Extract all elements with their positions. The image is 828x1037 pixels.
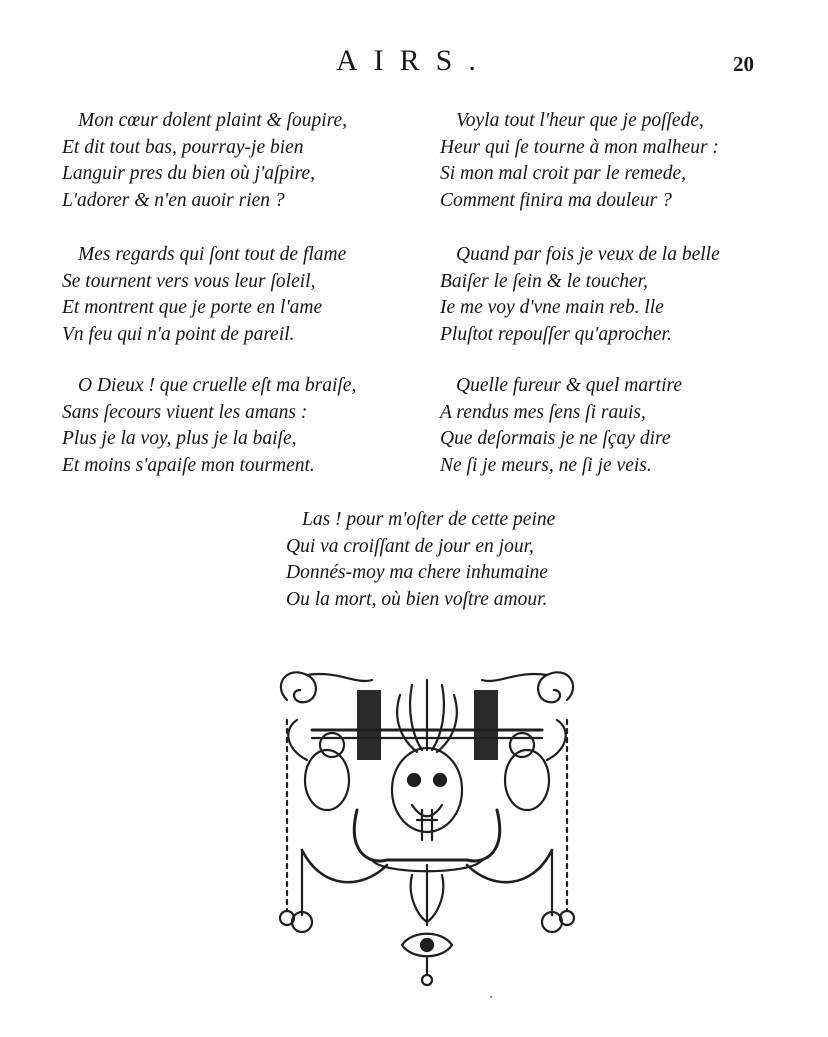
verse-line: L'adorer & n'en auoir rien ?	[62, 189, 285, 211]
verse-line: Qui va croiſſant de jour en jour,	[286, 535, 534, 557]
verse-line: O Dieux ! que cruelle eſt ma braiſe,	[78, 375, 357, 396]
page-number: 20	[733, 52, 754, 76]
page-mark	[490, 996, 492, 998]
grotesque-mask-ornament-icon	[262, 660, 592, 990]
stanza-6	[440, 373, 682, 479]
verse-line: Pluſtot repouſſer qu'aprocher.	[440, 323, 672, 345]
verse-line: Ou la mort, où bien voſtre amour.	[286, 588, 548, 610]
verse-line: Et dit tout bas, pourray-je bien	[62, 136, 304, 158]
verse-line: Et moins s'apaiſe mon tourment.	[62, 454, 315, 476]
verse-line: Mon cœur dolent plaint & ſoupire,	[78, 110, 348, 131]
stanza-5	[62, 373, 356, 479]
verse-line: Languir pres du bien où j'aſpire,	[62, 163, 315, 184]
verse-line: Se tournent vers vous leur ſoleil,	[62, 270, 316, 292]
verse-line: Ie me voy d'vne main reb. lle	[440, 297, 664, 318]
stanza-3	[62, 242, 346, 348]
verse-line: Plus je la voy, plus je la baiſe,	[62, 428, 297, 449]
verse-line: Baiſer le ſein & le toucher,	[440, 270, 648, 292]
stanza-2	[440, 108, 719, 214]
stanza-4	[440, 242, 720, 348]
verse-line: Que deſormais je ne ſçay dire	[440, 428, 671, 449]
verse-line: Et montrent que je porte en l'ame	[62, 297, 323, 318]
verse-line: Quelle fureur & quel martire	[456, 375, 683, 396]
verse-line: Ne ſi je meurs, ne ſi je veis.	[440, 454, 652, 476]
verse-line: A rendus mes ſens ſi rauis,	[440, 401, 646, 423]
verse-line: Voyla tout l'heur que je poſſede,	[456, 110, 704, 131]
stanza-1	[62, 108, 347, 214]
verse-line: Comment finira ma douleur ?	[440, 189, 672, 211]
verse-line: Las ! pour m'oſter de cette peine	[302, 509, 556, 530]
verse-line: Sans ſecours viuent les amans :	[62, 401, 308, 423]
verse-line: Mes regards qui ſont tout de flame	[78, 244, 347, 265]
stanza-7	[286, 507, 555, 613]
verse-line: Heur qui ſe tourne à mon malheur :	[440, 136, 719, 158]
verse-line: Si mon mal croit par le remede,	[440, 163, 687, 184]
verse-line: Donnés-moy ma chere inhumaine	[286, 562, 548, 583]
verse-line: Vn feu qui n'a point de pareil.	[62, 323, 295, 345]
running-title: AIRS.	[336, 44, 492, 77]
verse-line: Quand par fois je veux de la belle	[456, 244, 720, 265]
